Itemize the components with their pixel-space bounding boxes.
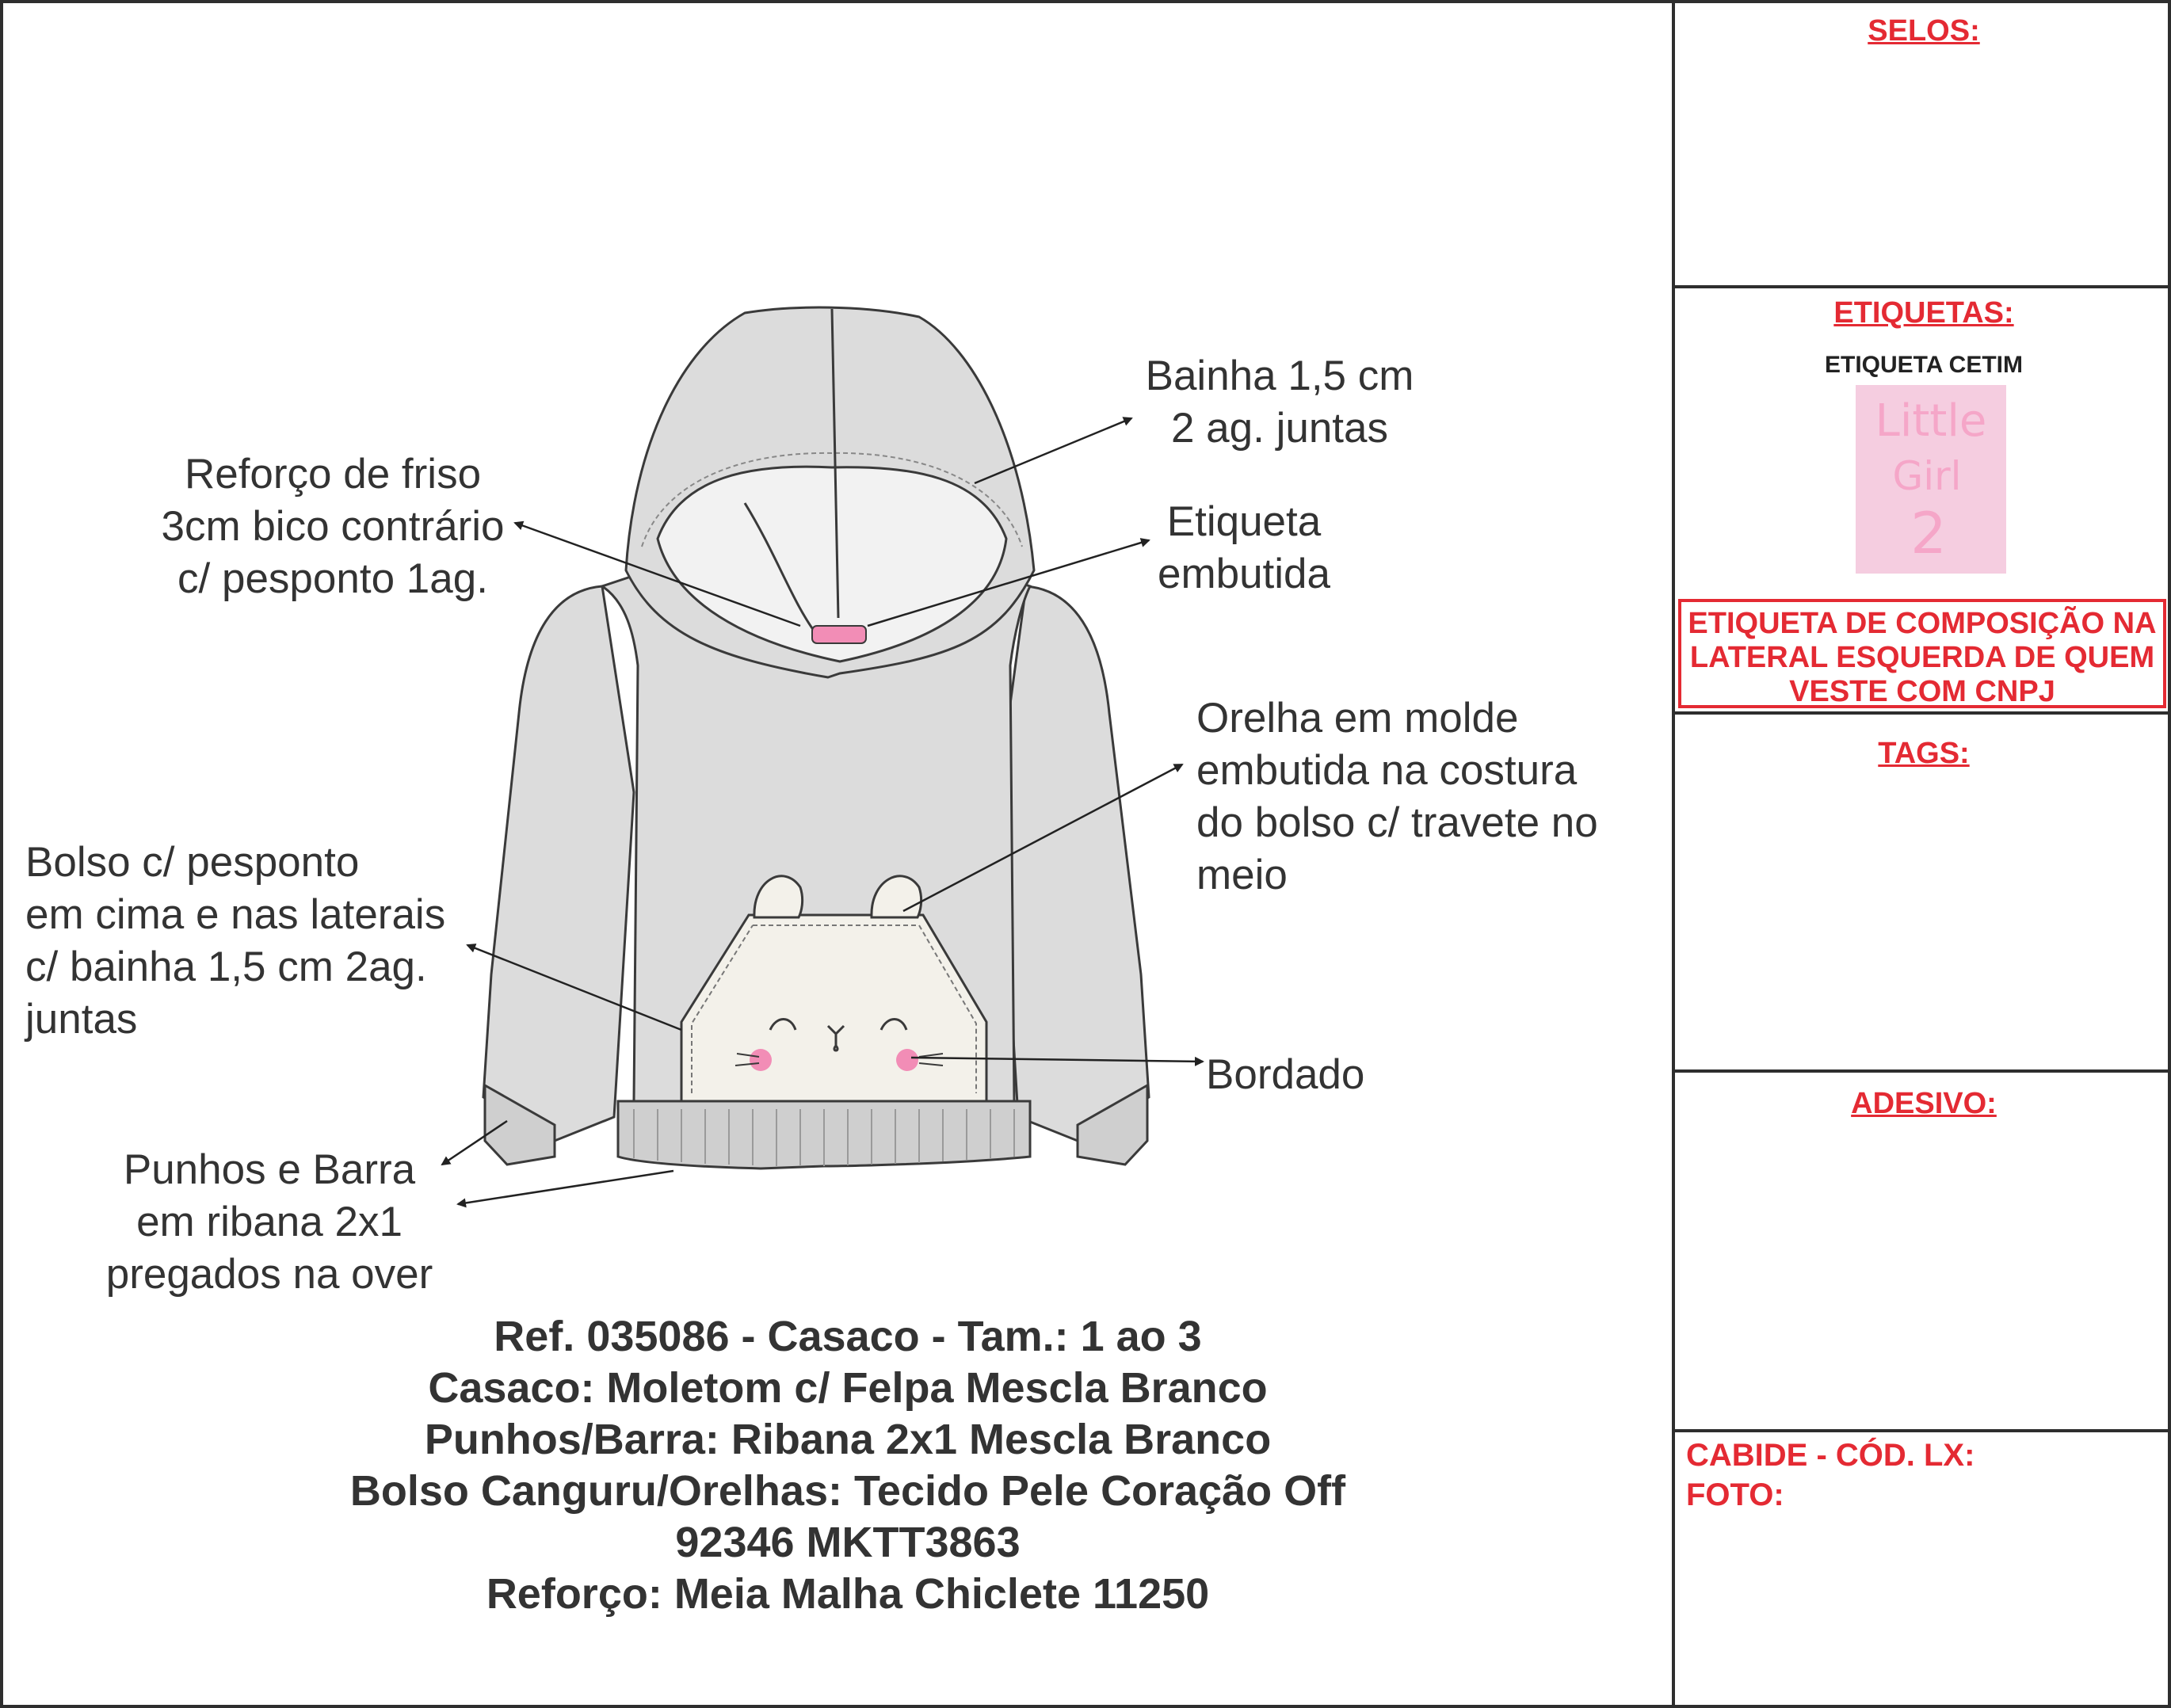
divider-tags	[1672, 1069, 2171, 1073]
adesivo-title: ADESIVO:	[1851, 1087, 1997, 1120]
note-etiqueta	[1149, 496, 1339, 600]
arrow-punhos-hem	[458, 1171, 673, 1204]
note-bolso	[25, 837, 501, 1046]
right-sleeve	[998, 586, 1149, 1141]
note-reforco	[135, 448, 531, 605]
composicao-line-2: LATERAL ESQUERDA DE QUEM	[1689, 641, 2155, 674]
sidebar-divider	[1672, 0, 1675, 1708]
note-bolso-line-1: Bolso c/ pesponto	[25, 839, 360, 886]
tags-title: TAGS:	[1878, 737, 1970, 770]
divider-adesivo	[1672, 1429, 2171, 1432]
note-bainha-line-2: 2 ag. juntas	[1170, 405, 1389, 452]
left-sleeve	[483, 586, 634, 1141]
bunny-cheek-left	[750, 1049, 772, 1071]
label-logo-line-1: Little	[1875, 395, 1987, 447]
composicao-line-1: ETIQUETA DE COMPOSIÇÃO NA	[1688, 607, 2157, 640]
etiquetas-title: ETIQUETAS:	[1833, 296, 2014, 330]
spec-line-5: 92346 MKTT3863	[675, 1519, 1021, 1566]
spec-line-4: Bolso Canguru/Orelhas: Tecido Pele Coração Off	[349, 1467, 1346, 1515]
note-reforco-line-3: c/ pesponto 1ag.	[177, 555, 488, 602]
note-orelha	[1196, 692, 1656, 902]
note-orelha-line-2: embutida na costura	[1196, 747, 1578, 794]
note-orelha-line-4: meio	[1196, 852, 1288, 898]
note-reforco-line-2: 3cm bico contrário	[161, 503, 505, 550]
note-bordado: Bordado	[1206, 1051, 1365, 1098]
note-bainha	[1125, 350, 1434, 455]
product-spec	[158, 1311, 1537, 1620]
bunny-cheek-right	[896, 1049, 918, 1071]
spec-line-2: Casaco: Moletom c/ Felpa Mescla Branco	[428, 1364, 1268, 1412]
note-punhos	[79, 1144, 460, 1301]
note-punhos-line-1: Punhos e Barra	[123, 1146, 416, 1193]
little-girl-label-swatch	[1856, 385, 2006, 574]
note-bainha-line-1: Bainha 1,5 cm	[1145, 353, 1414, 399]
label-logo-line-3: 2	[1910, 500, 1947, 566]
note-bolso-line-2: em cima e nas laterais	[25, 891, 446, 938]
selos-title: SELOS:	[1868, 14, 1980, 48]
cabide-foto	[1686, 1435, 1975, 1515]
spec-line-3: Punhos/Barra: Ribana 2x1 Mescla Branco	[424, 1416, 1272, 1463]
composicao-notice	[1678, 599, 2166, 708]
cabide-label: CABIDE - CÓD. LX:	[1686, 1438, 1975, 1473]
note-punhos-line-2: em ribana 2x1	[136, 1199, 403, 1245]
note-reforco-line-1: Reforço de friso	[184, 451, 482, 498]
note-etiqueta-line-2: embutida	[1157, 551, 1331, 597]
divider-etiquetas	[1672, 711, 2171, 715]
foto-label: FOTO:	[1686, 1477, 1784, 1512]
note-etiqueta-line-1: Etiqueta	[1166, 498, 1322, 545]
note-orelha-line-1: Orelha em molde	[1196, 695, 1519, 742]
spec-line-1: Ref. 035086 - Casaco - Tam.: 1 ao 3	[494, 1313, 1202, 1360]
label-logo-line-2: Girl	[1892, 453, 1962, 499]
note-orelha-line-3: do bolso c/ travete no	[1196, 799, 1598, 846]
composicao-line-3: VESTE COM CNPJ	[1789, 675, 2055, 708]
spec-line-6: Reforço: Meia Malha Chiclete 11250	[486, 1570, 1210, 1618]
note-bolso-line-4: juntas	[25, 996, 138, 1043]
reforco-trim	[812, 626, 866, 643]
etiqueta-cetim-label: ETIQUETA CETIM	[1825, 352, 2023, 378]
note-bolso-line-3: c/ bainha 1,5 cm 2ag.	[25, 944, 427, 990]
divider-selos	[1672, 285, 2171, 288]
note-punhos-line-3: pregados na over	[105, 1251, 433, 1298]
